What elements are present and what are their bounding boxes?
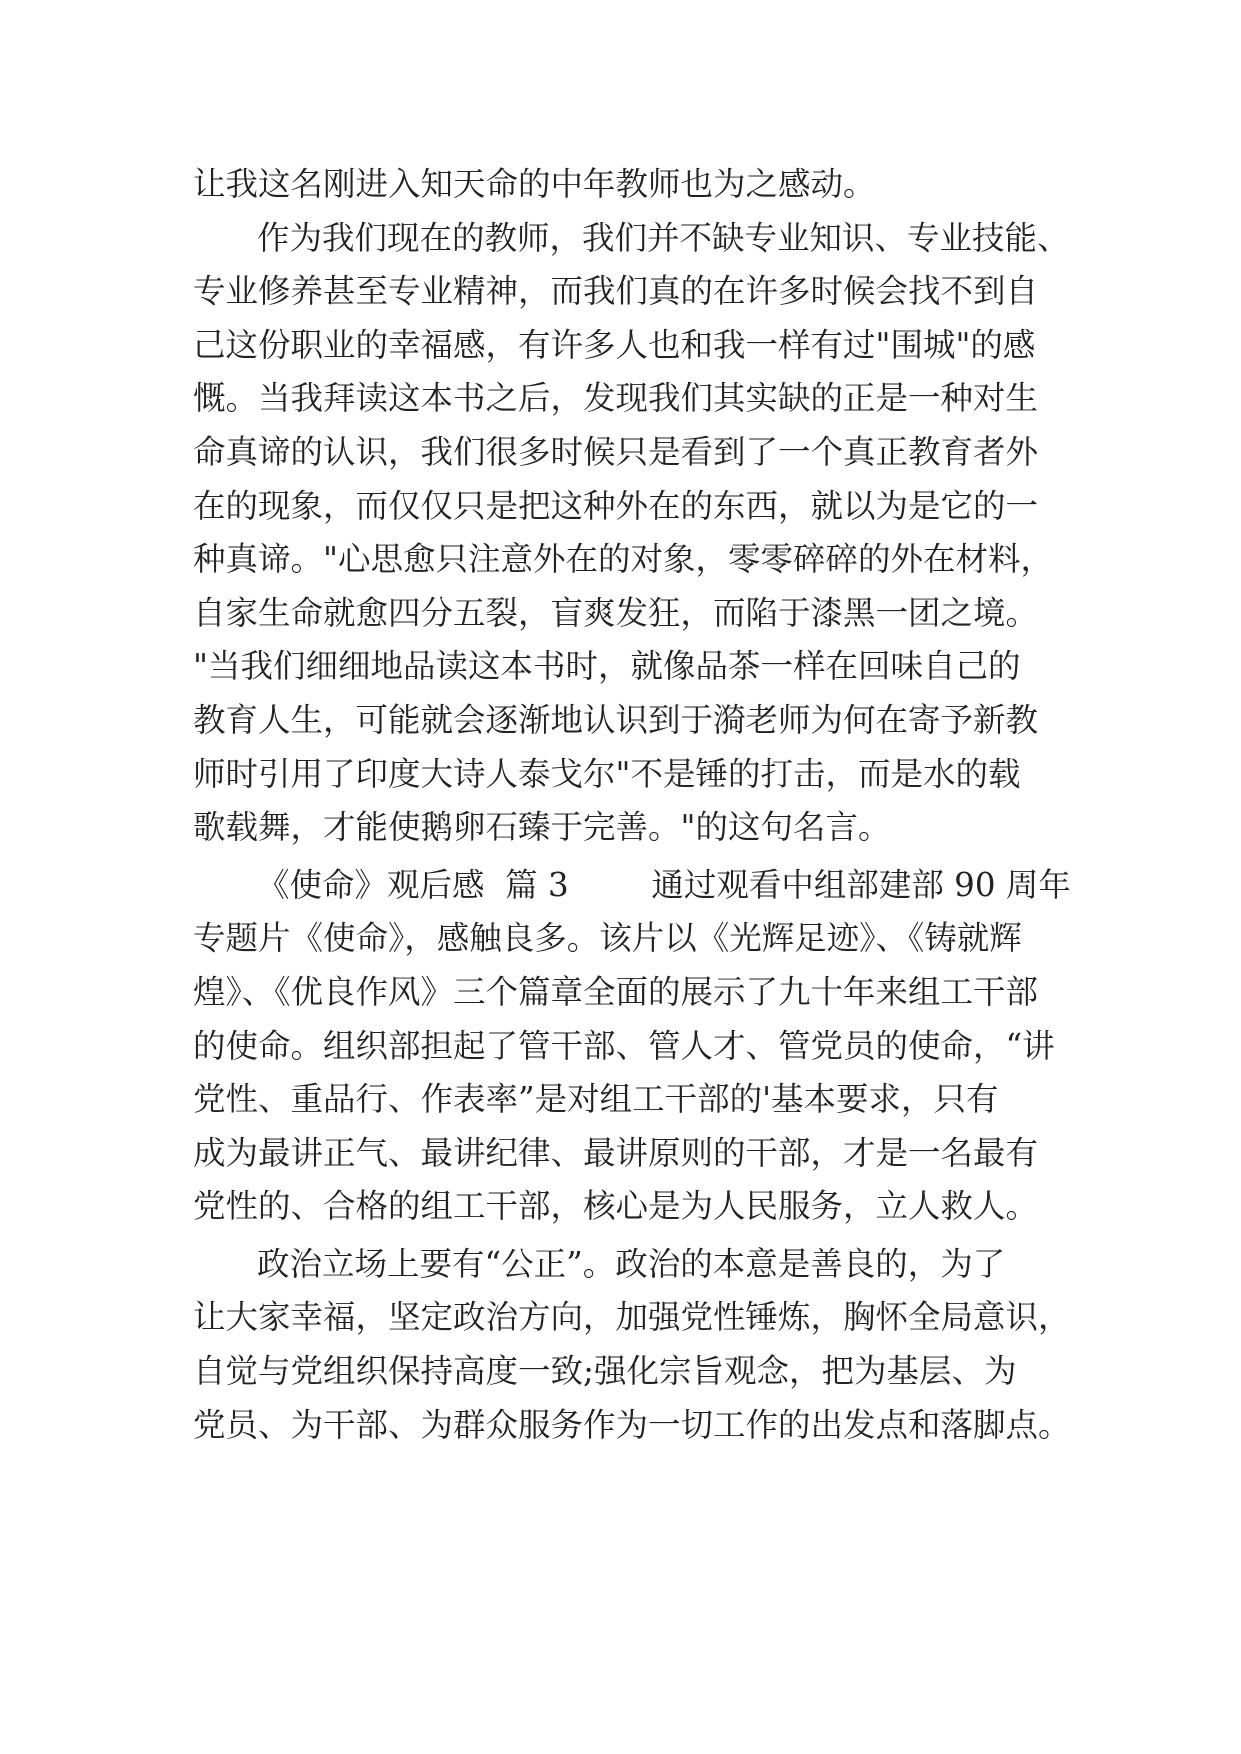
text-line: 成为最讲正气、最讲纪律、最讲原则的干部，才是一名最有 bbox=[193, 1133, 1039, 1172]
text-line: 煌》、《优良作风》三个篇章全面的展示了九十年来组工干部 bbox=[193, 972, 1039, 1011]
text-line: 教育人生，可能就会逐渐地认识到于漪老师为何在寄予新教 bbox=[193, 700, 1039, 739]
text-line: 专业修养甚至专业精神，而我们真的在许多时候会找不到自 bbox=[193, 272, 1039, 311]
text-line: 党性的、合格的组工干部，核心是为人民服务，立人救人。 bbox=[193, 1187, 1039, 1226]
text-line: 的使命。组织部担起了管干部、管人才、管党员的使命，“讲 bbox=[193, 1026, 1055, 1065]
text-line: 让大家幸福，坚定政治方向，加强党性锤炼，胸怀全局意识， bbox=[193, 1298, 1071, 1337]
text-line: 歌载舞，才能使鹅卵石臻于完善。"的这句名言。 bbox=[193, 808, 891, 847]
text-line: 让我这名刚进入知天命的中年教师也为之感动。 bbox=[193, 165, 876, 203]
text-line: 师时引用了印度大诗人泰戈尔"不是锤的打击，而是水的载 bbox=[193, 754, 1021, 793]
text-line: 自家生命就愈四分五裂，盲爽发狂，而陷于漆黑一团之境。 bbox=[193, 593, 1039, 632]
paragraph-start-line: 政治立场上要有“公正”。政治的本意是善良的，为了 bbox=[257, 1244, 1006, 1283]
body-text bbox=[193, 158, 1073, 1452]
text-line: 慨。当我拜读这本书之后，发现我们其实缺的正是一种对生 bbox=[193, 379, 1039, 418]
text-line: 党员、为干部、为群众服务作为一切工作的出发点和落脚点。 bbox=[193, 1405, 1071, 1444]
text-line: 种真谛。"心思愈只注意外在的对象，零零碎碎的外在材料， bbox=[193, 540, 1053, 579]
text-line: 命真谛的认识，我们很多时候只是看到了一个真正教育者外 bbox=[193, 432, 1039, 471]
text-line: 己这份职业的幸福感，有许多人也和我一样有过"围城"的感 bbox=[193, 325, 1036, 364]
text-line: 党性、重品行、作表率”是对组工干部的'基本要求，只有 bbox=[193, 1080, 999, 1119]
text-line: 在的现象，而仅仅只是把这种外在的东西，就以为是它的一 bbox=[193, 486, 1039, 525]
section-heading-line: 《使命》观后感 篇 3 通过观看中组部建部 90 周年 bbox=[257, 865, 1071, 904]
paragraph-start-line: 作为我们现在的教师，我们并不缺专业知识、专业技能、 bbox=[257, 218, 1070, 257]
text-line: 专题片《使命》，感触良多。该片以《光辉足迹》、《铸就辉 bbox=[193, 919, 1022, 958]
text-line: "当我们细细地品读这本书时，就像品茶一样在回味自己的 bbox=[193, 647, 1021, 686]
text-line: 自觉与党组织保持高度一致;强化宗旨观念，把为基层、为 bbox=[193, 1352, 1017, 1391]
